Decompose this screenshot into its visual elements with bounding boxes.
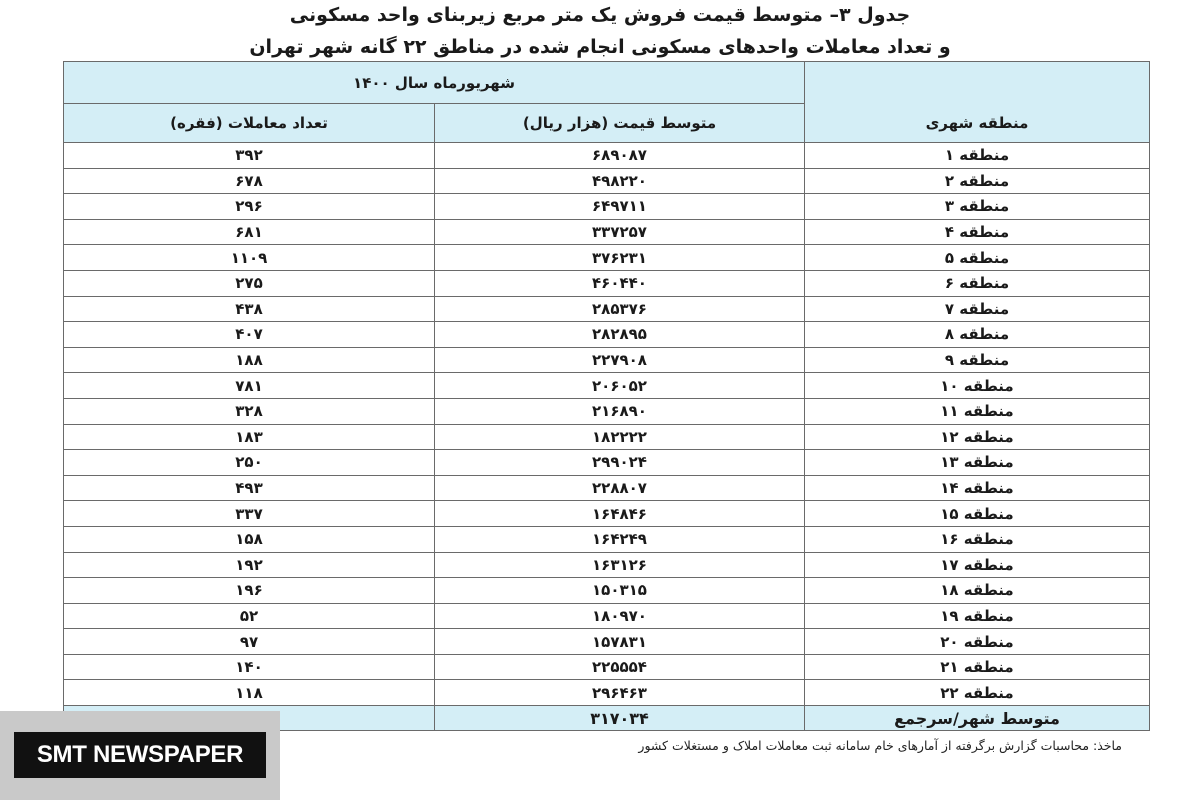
price-cell: ۶۴۹۷۱۱ (435, 194, 805, 220)
count-cell: ۱۹۶ (64, 578, 435, 604)
table-row (64, 552, 1150, 578)
region-cell: منطقه ۱۵ (805, 501, 1150, 527)
table-row (64, 194, 1150, 220)
count-cell: ۳۲۸ (64, 398, 435, 424)
count-cell: ۱۸۳ (64, 424, 435, 450)
count-cell: ۱۴۰ (64, 654, 435, 680)
count-cell: ۴۳۸ (64, 296, 435, 322)
region-cell: منطقه ۲۱ (805, 654, 1150, 680)
table-row (64, 475, 1150, 501)
table-row (64, 424, 1150, 450)
count-cell: ۱۱۰۹ (64, 245, 435, 271)
price-cell: ۶۸۹۰۸۷ (435, 143, 805, 169)
count-cell: ۵۲ (64, 603, 435, 629)
table-row (64, 654, 1150, 680)
table-row (64, 501, 1150, 527)
table-row (64, 347, 1150, 373)
price-cell: ۲۱۶۸۹۰ (435, 398, 805, 424)
region-cell: منطقه ۱۰ (805, 373, 1150, 399)
price-column-header: متوسط قیمت (هزار ریال) (435, 104, 805, 143)
price-cell: ۳۷۶۲۳۱ (435, 245, 805, 271)
table-row (64, 603, 1150, 629)
price-cell: ۲۲۸۸۰۷ (435, 475, 805, 501)
region-cell: منطقه ۱۳ (805, 450, 1150, 476)
price-cell: ۲۲۷۹۰۸ (435, 347, 805, 373)
table-row (64, 398, 1150, 424)
price-cell: ۴۹۸۲۲۰ (435, 168, 805, 194)
table-row (64, 270, 1150, 296)
price-cell: ۱۸۲۲۲۲ (435, 424, 805, 450)
price-cell: ۲۰۶۰۵۲ (435, 373, 805, 399)
table-row (64, 296, 1150, 322)
region-cell: منطقه ۴ (805, 219, 1150, 245)
table-row (64, 143, 1150, 169)
region-cell: منطقه ۲ (805, 168, 1150, 194)
table-row (64, 322, 1150, 348)
count-cell: ۶۸۱ (64, 219, 435, 245)
region-cell: منطقه ۱ (805, 143, 1150, 169)
table-row (64, 245, 1150, 271)
count-cell: ۱۵۸ (64, 526, 435, 552)
price-cell: ۱۶۴۸۴۶ (435, 501, 805, 527)
table-title-line-1: جدول ۳– متوسط قیمت فروش یک متر مربع زیربنای واحد مسکونی (289, 4, 911, 26)
price-cell: ۲۹۶۴۶۳ (435, 680, 805, 706)
table-row (64, 680, 1150, 706)
region-column-header: منطقه شهری (805, 104, 1150, 143)
table-row (64, 450, 1150, 476)
count-cell: ۱۸۸ (64, 347, 435, 373)
count-cell: ۴۹۳ (64, 475, 435, 501)
count-column-header: تعداد معاملات (فقره) (64, 104, 435, 143)
region-cell: منطقه ۸ (805, 322, 1150, 348)
price-cell: ۴۶۰۴۴۰ (435, 270, 805, 296)
price-cell: ۱۵۰۳۱۵ (435, 578, 805, 604)
region-cell: منطقه ۵ (805, 245, 1150, 271)
price-cell: ۲۸۵۳۷۶ (435, 296, 805, 322)
price-cell: ۱۶۳۱۲۶ (435, 552, 805, 578)
count-cell: ۷۸۱ (64, 373, 435, 399)
region-cell: منطقه ۶ (805, 270, 1150, 296)
source-note: ماخذ: محاسبات گزارش برگرفته از آمارهای خام سامانه ثبت معاملات املاک و مستغلات کشور (638, 738, 1122, 753)
count-cell: ۹۷ (64, 629, 435, 655)
region-cell: منطقه ۷ (805, 296, 1150, 322)
region-cell: منطقه ۹ (805, 347, 1150, 373)
table-row (64, 578, 1150, 604)
region-cell: منطقه ۱۹ (805, 603, 1150, 629)
region-cell: منطقه ۲۲ (805, 680, 1150, 706)
price-cell: ۳۳۷۲۵۷ (435, 219, 805, 245)
count-cell: ۳۹۲ (64, 143, 435, 169)
region-cell: منطقه ۱۷ (805, 552, 1150, 578)
total-region-cell: متوسط شهر/سرجمع (805, 706, 1150, 731)
table-row (64, 373, 1150, 399)
price-cell: ۲۲۵۵۵۴ (435, 654, 805, 680)
count-cell: ۶۷۸ (64, 168, 435, 194)
region-cell: منطقه ۱۶ (805, 526, 1150, 552)
count-cell: ۲۹۶ (64, 194, 435, 220)
count-cell: ۱۱۸ (64, 680, 435, 706)
price-table (63, 61, 1150, 731)
period-header: شهریورماه سال ۱۴۰۰ (64, 62, 805, 104)
region-cell: منطقه ۱۴ (805, 475, 1150, 501)
count-cell: ۱۹۲ (64, 552, 435, 578)
price-cell: ۱۸۰۹۷۰ (435, 603, 805, 629)
table-row (64, 219, 1150, 245)
price-cell: ۲۹۹۰۲۴ (435, 450, 805, 476)
region-cell: منطقه ۳ (805, 194, 1150, 220)
count-cell: ۲۷۵ (64, 270, 435, 296)
total-price-cell: ۳۱۷۰۳۴ (435, 706, 805, 731)
region-cell: منطقه ۱۱ (805, 398, 1150, 424)
region-cell: منطقه ۱۲ (805, 424, 1150, 450)
price-cell: ۱۶۴۲۴۹ (435, 526, 805, 552)
newspaper-watermark-logo: SMT NEWSPAPER (14, 732, 266, 778)
count-cell: ۲۵۰ (64, 450, 435, 476)
count-cell: ۳۳۷ (64, 501, 435, 527)
price-cell: ۲۸۲۸۹۵ (435, 322, 805, 348)
region-cell: منطقه ۲۰ (805, 629, 1150, 655)
region-cell: منطقه ۱۸ (805, 578, 1150, 604)
table-row (64, 526, 1150, 552)
count-cell: ۴۰۷ (64, 322, 435, 348)
table-row (64, 629, 1150, 655)
table-title-line-2: و تعداد معاملات واحدهای مسکونی انجام شده در مناطق ۲۲ گانه شهر تهران (249, 36, 951, 58)
header-blank-cell (805, 62, 1150, 104)
table-row (64, 168, 1150, 194)
price-cell: ۱۵۷۸۳۱ (435, 629, 805, 655)
